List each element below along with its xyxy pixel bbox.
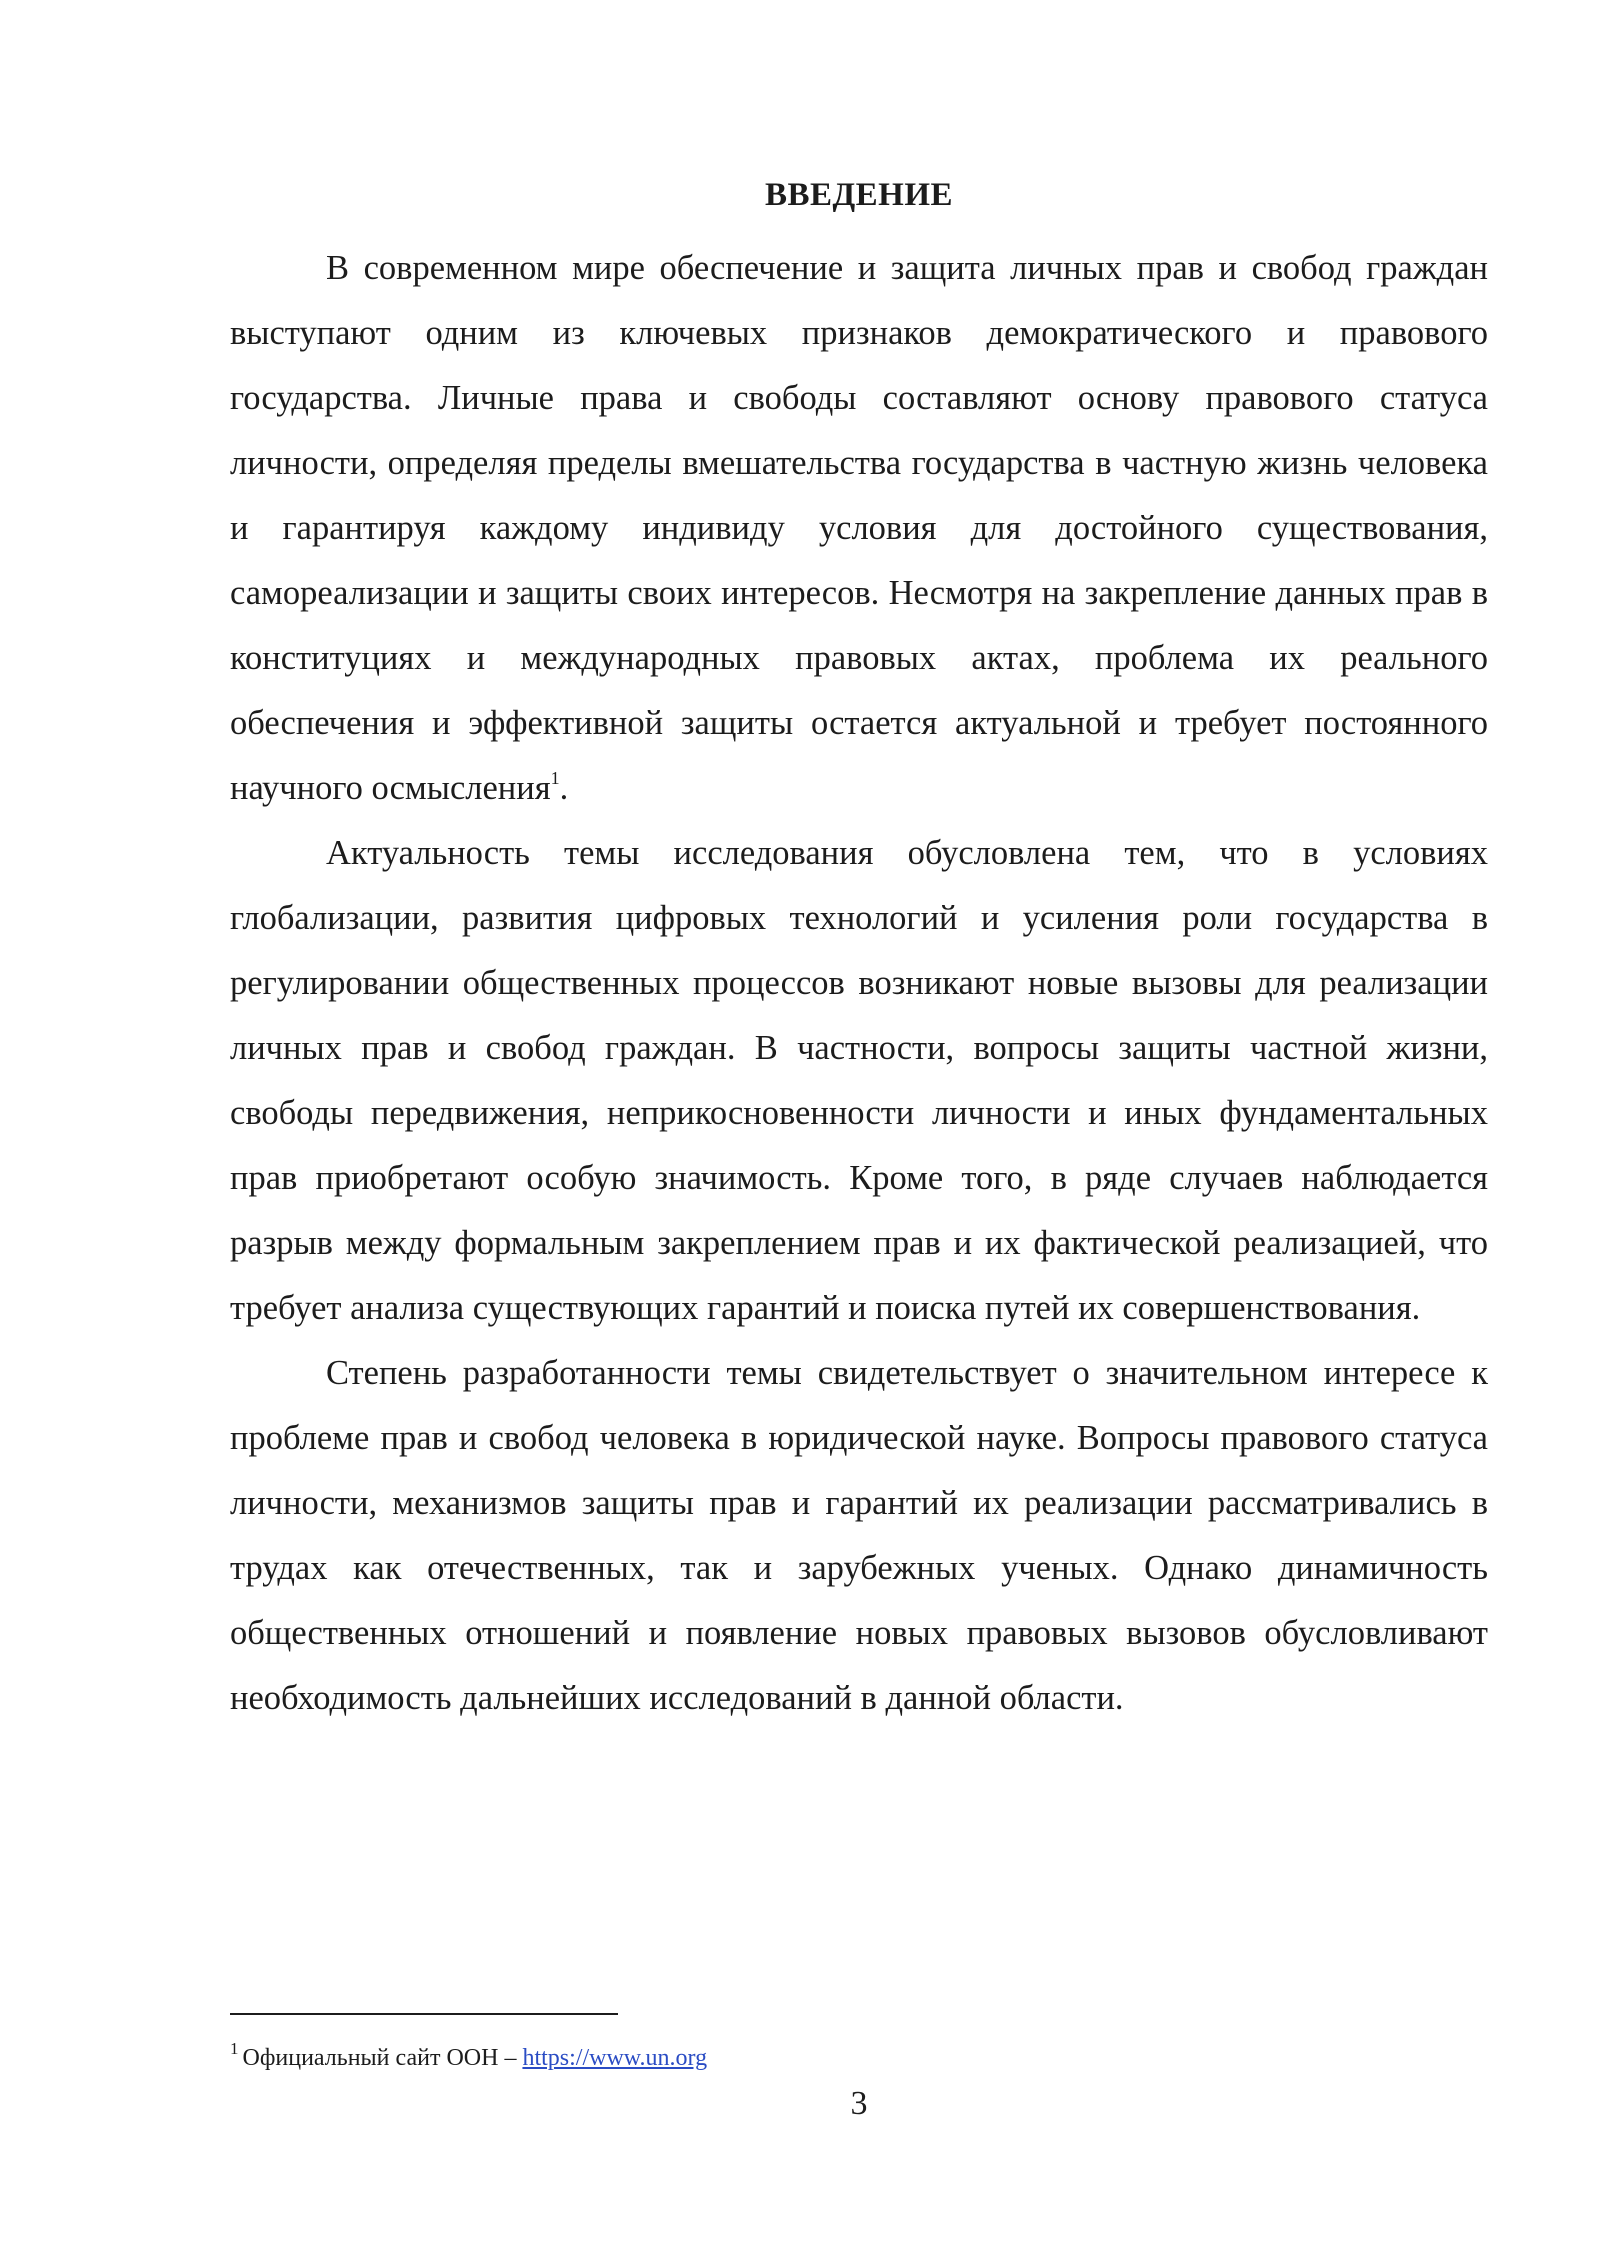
footnote-reference[interactable]: 1: [550, 768, 560, 788]
paragraph-1-tail: .: [559, 769, 569, 807]
footnote-text: Официальный сайт ООН –: [242, 2045, 523, 2071]
page-number: 3: [850, 2085, 868, 2122]
paragraph-3: Степень разработанности темы свидетельствует о значительном интересе к проблеме прав и свобод человека в юридической науке. Вопросы правового статуса личности, механизмов защиты прав и гарантий их реализации рассматривались в трудах как отечественных, так и зарубежных ученых. Однако динамичность общественных отношений и появление новых правовых вызовов обусловливают необходимость дальнейших исследований в данной области.: [230, 1354, 1488, 1717]
footnote-link[interactable]: https://www.un.org: [522, 2045, 708, 2071]
paragraph-2: Актуальность темы исследования обусловлена тем, что в условиях глобализации, развития цифровых технологий и усиления роли государства в регулировании общественных процессов возникают новые вызовы для реализации личных прав и свобод граждан. В частности, вопросы защиты частной жизни, свободы передвижения, неприкосновенности личности и иных фундаментальных прав приобретают особую значимость. Кроме того, в ряде случаев наблюдается разрыв между формальным закреплением прав и их фактической реализацией, что требует анализа существующих гарантий и поиска путей их совершенствования.: [230, 834, 1488, 1327]
paragraph-1: [230, 236, 1488, 821]
footnote: [230, 2032, 1488, 2075]
body-text: [230, 236, 1488, 1731]
page-title: ВВЕДЕНИЕ: [764, 177, 954, 213]
footnote-mark: 1: [230, 2039, 239, 2058]
footnote-separator: [230, 2013, 618, 2015]
paragraph-1-text: В современном мире обеспечение и защита личных прав и свобод граждан выступают одним из ключевых признаков демократического и правового государства. Личные права и свободы составляют основу правового статуса личности, определяя пределы вмешательства государства в частную жизнь человека и гарантируя каждому индивиду условия для достойного существования, самореализации и защиты своих интересов. Несмотря на закрепление данных прав в конституциях и международных правовых актах, проблема их реального обеспечения и эффективной защиты остается актуальной и требует постоянного научного осмысления: [230, 249, 1488, 807]
